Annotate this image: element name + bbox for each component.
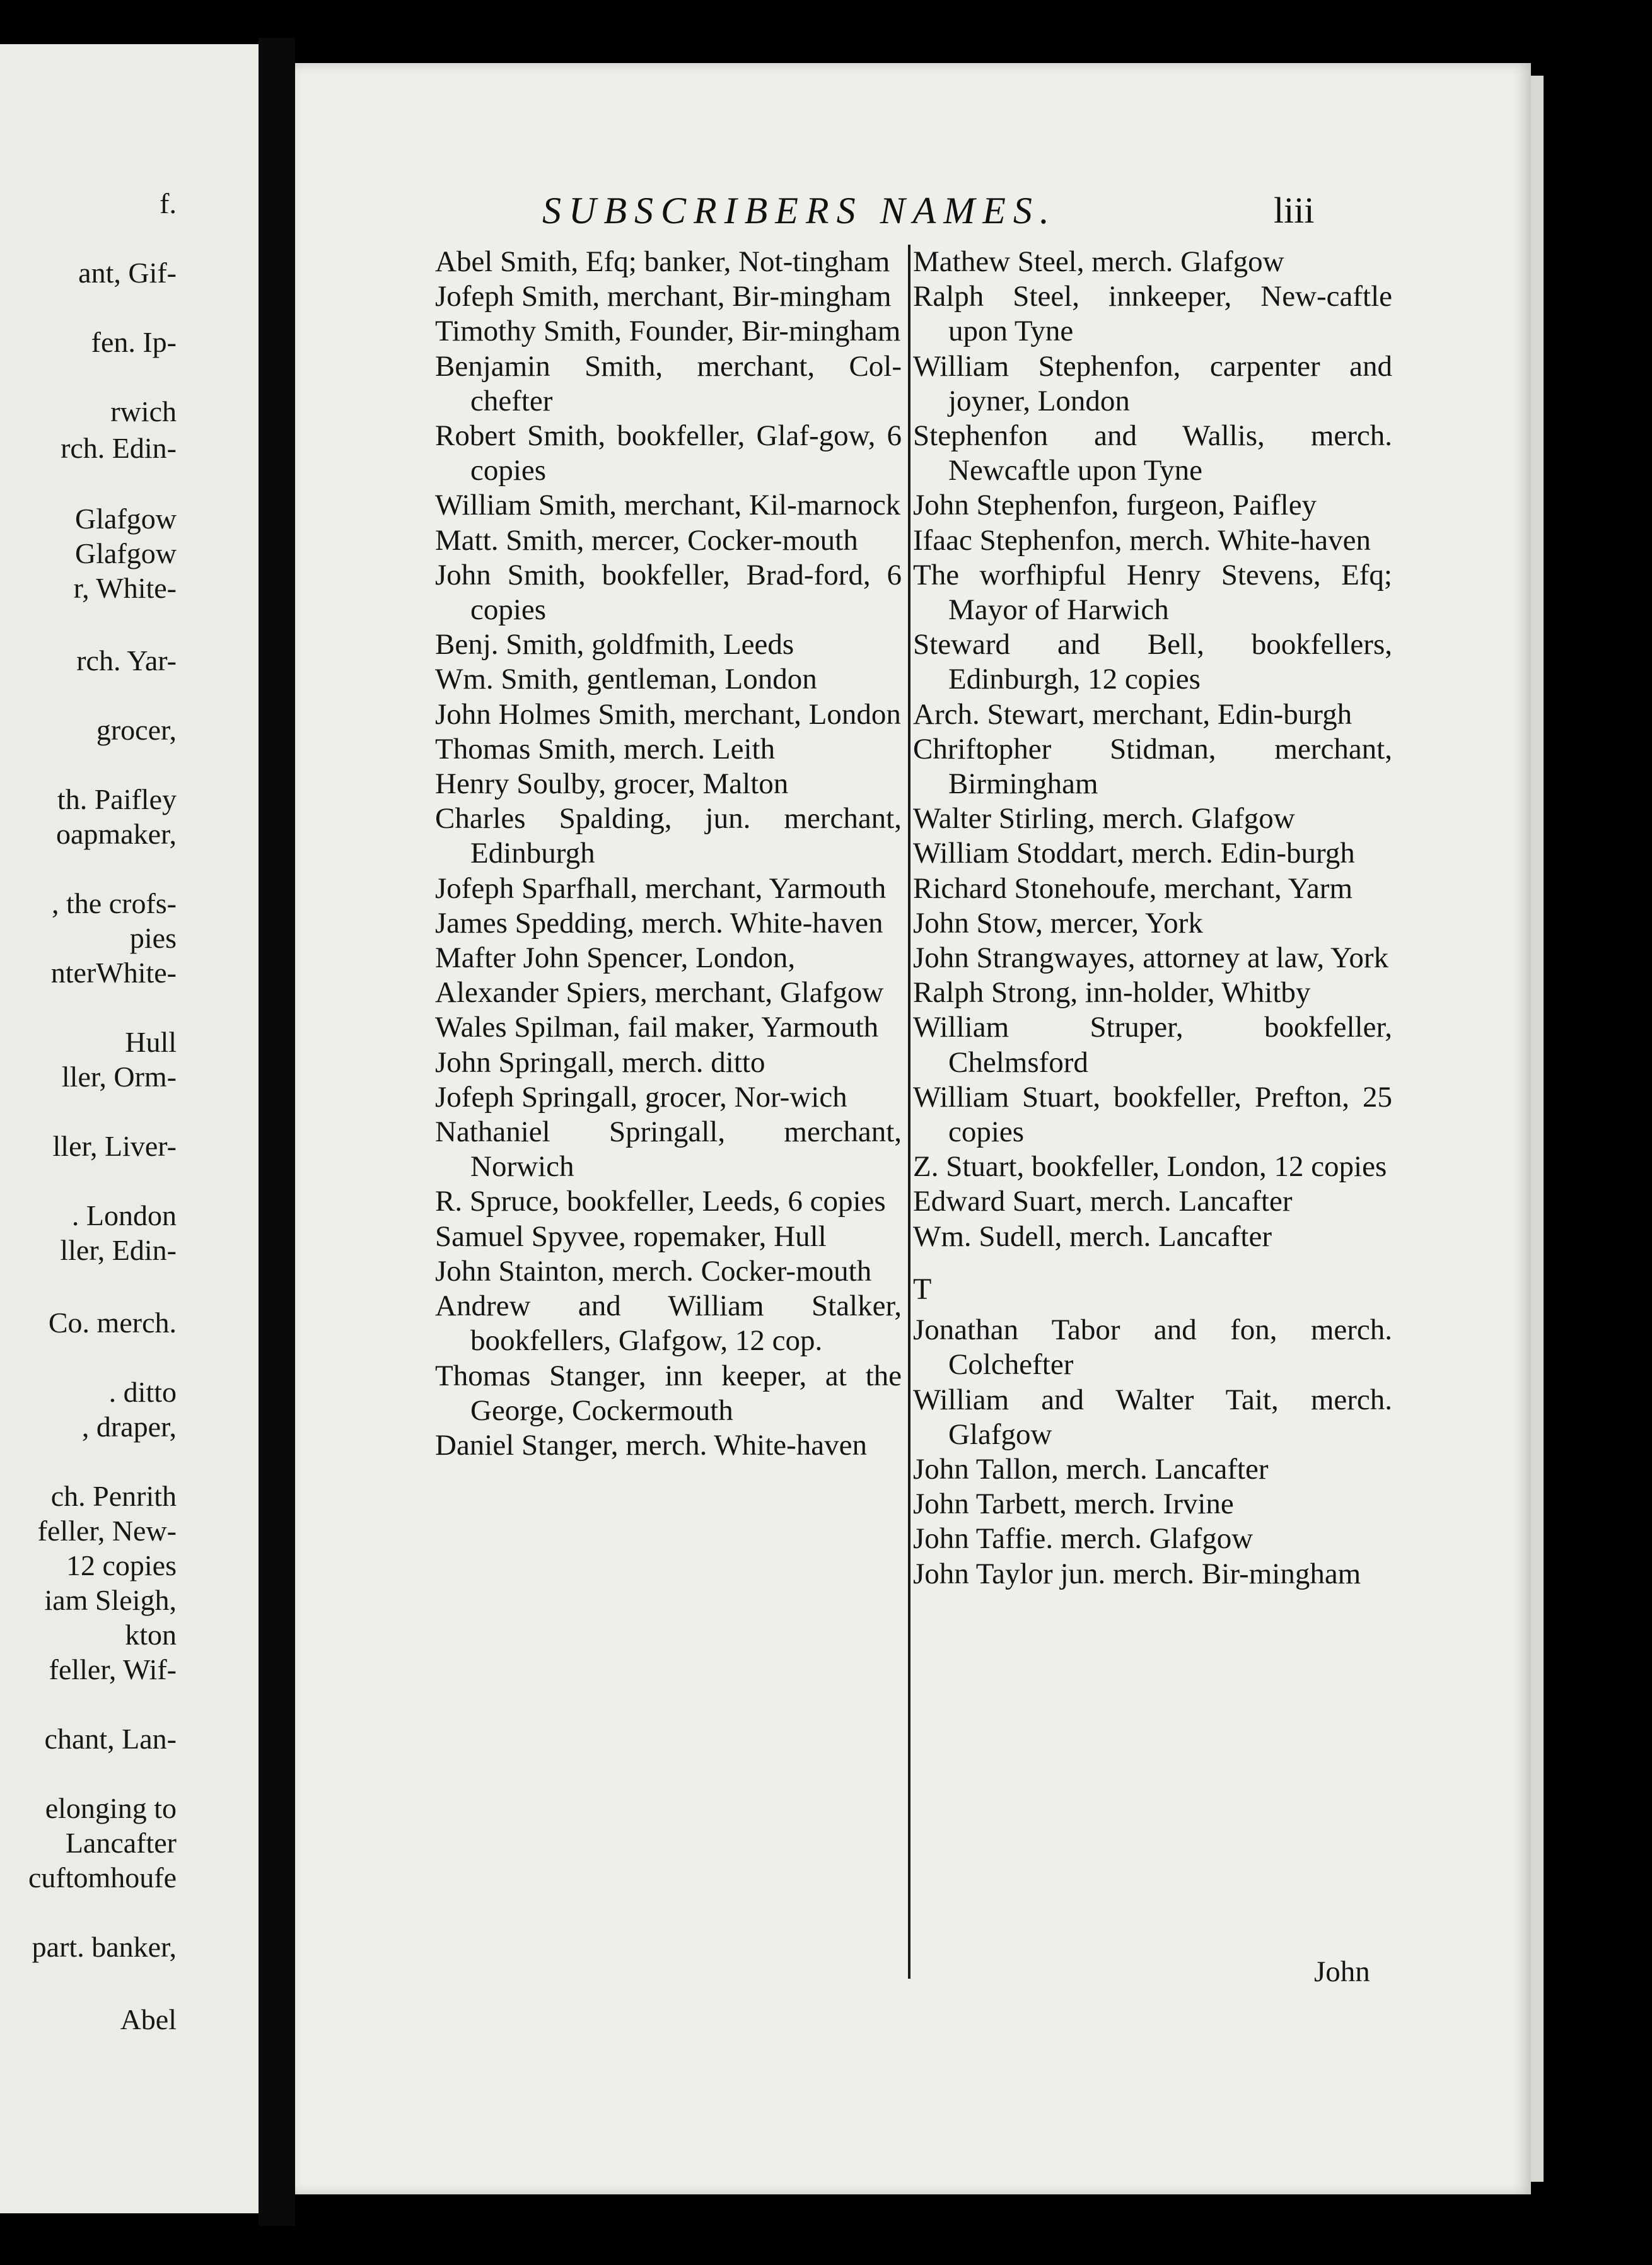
left-page-fragment: Glafgow <box>75 537 177 569</box>
left-page-fragment: , the crofs- <box>52 887 177 919</box>
left-page-fragment: , draper, <box>81 1411 177 1443</box>
left-page-fragment: feller, New- <box>37 1515 177 1547</box>
entries-t <box>913 1313 1392 1592</box>
subscriber-entry: Mathew Steel, merch. Glafgow <box>913 245 1284 278</box>
subscriber-entry: Wales Spilman, fail maker, Yarmouth <box>435 1011 879 1044</box>
left-page-fragment: . ditto <box>108 1376 177 1408</box>
left-page-fragment: Lancafter <box>65 1827 177 1859</box>
left-page-fragment: grocer, <box>96 714 177 746</box>
left-page-fragment: f. <box>160 187 177 219</box>
subscriber-entry: Wm. Smith, gentleman, London <box>435 663 817 696</box>
left-page-fragment: Hull <box>125 1026 177 1058</box>
subscriber-entry: James Spedding, merch. White-haven <box>435 906 883 940</box>
left-page-fragment: ant, Gif- <box>78 257 177 289</box>
catchword: John <box>1314 1955 1370 1988</box>
subscriber-entry: Thomas Smith, merch. Leith <box>435 732 776 766</box>
subscriber-entry: John Stephenfon, furgeon, Paifley <box>913 489 1317 522</box>
subscriber-entry: Henry Soulby, grocer, Malton <box>435 767 789 801</box>
left-page-fragment: cuftomhoufe <box>28 1861 177 1894</box>
left-page-fragment: rwich <box>110 395 177 428</box>
subscriber-entry: William and Walter Tait, merch. Glafgow <box>913 1383 1392 1451</box>
section-letter: T <box>913 1272 932 1306</box>
subscriber-entry: Stephenfon and Wallis, merch. Newcaftle upon Tyne <box>913 419 1392 487</box>
subscriber-entry: The worfhipful Henry Stevens, Efq; Mayor of Harwich <box>913 558 1392 627</box>
subscriber-entry: Timothy Smith, Founder, Bir-mingham <box>435 315 901 348</box>
subscriber-entry: John Taylor jun. merch. Bir-mingham <box>913 1557 1361 1590</box>
left-page-fragment: chant, Lan- <box>44 1723 177 1755</box>
subscriber-entry: Benjamin Smith, merchant, Col-chefter <box>435 349 902 417</box>
subscriber-entry: Thomas Stanger, inn keeper, at the George, Cockermouth <box>435 1359 902 1427</box>
subscriber-entry: Walter Stirling, merch. Glafgow <box>913 802 1295 836</box>
entries-s <box>913 245 1392 1254</box>
subscriber-entry: Matt. Smith, mercer, Cocker-mouth <box>435 523 858 557</box>
subscriber-entry: William Stephenfon, carpenter and joyner, London <box>913 349 1392 417</box>
left-page-fragment: 12 copies <box>66 1549 177 1581</box>
left-page-fragment: feller, Wif- <box>49 1653 177 1686</box>
subscriber-entry: John Holmes Smith, merchant, London <box>435 697 901 731</box>
subscriber-entry: Jofeph Sparfhall, merchant, Yarmouth <box>435 871 887 905</box>
subscriber-entry: Edward Suart, merch. Lancafter <box>913 1185 1293 1218</box>
subscriber-entry: Jofeph Springall, grocer, Nor-wich <box>435 1080 847 1114</box>
subscriber-entry: William Stuart, bookfeller, Prefton, 25 copies <box>913 1080 1392 1149</box>
subscriber-entry: John Tarbett, merch. Irvine <box>913 1488 1234 1521</box>
running-head: SUBSCRIBERS NAMES. <box>542 190 1057 231</box>
page-number: liii <box>1274 190 1315 231</box>
left-page-fragment: ch. Penrith <box>50 1480 177 1512</box>
subscriber-entry: John Stow, mercer, York <box>913 906 1203 940</box>
subscriber-entry: William Stoddart, merch. Edin-burgh <box>913 837 1355 870</box>
left-page-fragment: nterWhite- <box>50 957 177 989</box>
left-page-fragment: pies <box>129 922 177 954</box>
left-page-fragment: . London <box>71 1199 177 1231</box>
subscriber-entry: Alexander Spiers, merchant, Glafgow <box>435 976 884 1010</box>
subscriber-entry: William Struper, bookfeller, Chelmsford <box>913 1011 1392 1079</box>
subscriber-entry: William Smith, merchant, Kil-marnock <box>435 489 901 522</box>
left-page-fragment: elonging to <box>45 1792 177 1824</box>
subscriber-entry: Wm. Sudell, merch. Lancafter <box>913 1220 1272 1253</box>
subscriber-entry: Steward and Bell, bookfellers, Edinburgh, 12 copies <box>913 628 1392 696</box>
subscriber-entry: Ralph Steel, innkeeper, New-caftle upon Tyne <box>913 280 1392 348</box>
subscriber-entry: Richard Stonehoufe, merchant, Yarm <box>913 871 1353 905</box>
subscriber-entry: John Springall, merch. ditto <box>435 1045 765 1079</box>
subscriber-entry: Daniel Stanger, merch. White-haven <box>435 1428 868 1462</box>
left-page-fragment: r, White- <box>73 572 177 604</box>
subscriber-entry: Ifaac Stephenfon, merch. White-haven <box>913 523 1371 557</box>
subscriber-entry: John Stainton, merch. Cocker-mouth <box>435 1254 872 1288</box>
left-page-fragment: Co. merch. <box>48 1307 177 1339</box>
previous-page-fragment <box>0 44 259 2213</box>
page-edge <box>1531 76 1544 2182</box>
book-gutter <box>259 38 295 2226</box>
left-page-fragment: Abel <box>120 2003 177 2035</box>
left-page-fragment: part. banker, <box>32 1931 177 1963</box>
subscriber-entry: Jofeph Smith, merchant, Bir-mingham <box>435 280 892 313</box>
left-page-fragment: fen. Ip- <box>91 326 177 358</box>
left-page-fragment: iam Sleigh, <box>44 1584 177 1616</box>
subscriber-entry: Charles Spalding, jun. merchant, Edinburgh <box>435 802 902 870</box>
subscriber-entry: John Strangwayes, attorney at law, York <box>913 941 1389 975</box>
left-page-fragment: rch. Yar- <box>76 644 177 677</box>
subscriber-entry: Arch. Stewart, merchant, Edin-burgh <box>913 697 1352 731</box>
subscriber-entry: Andrew and William Stalker, bookfellers, Glafgow, 12 cop. <box>435 1290 902 1358</box>
subscriber-entry: John Tallon, merch. Lancafter <box>913 1452 1269 1486</box>
left-page-fragment: oapmaker, <box>55 818 177 850</box>
subscriber-entry: Benj. Smith, goldfmith, Leeds <box>435 628 794 661</box>
left-page-fragment: Glafgow <box>75 503 177 535</box>
subscriber-entry: Nathaniel Springall, merchant, Norwich <box>435 1115 902 1184</box>
left-page-fragment: ller, Orm- <box>61 1061 177 1093</box>
subscriber-entry: R. Spruce, bookfeller, Leeds, 6 copies <box>435 1185 886 1218</box>
left-page-fragment: ller, Edin- <box>60 1234 177 1266</box>
right-column <box>913 245 1392 1592</box>
left-page-fragment: th. Paifley <box>57 783 177 815</box>
subscriber-entry: Jonathan Tabor and fon, merch. Colchefter <box>913 1313 1392 1382</box>
subscriber-entry: Abel Smith, Efq; banker, Not-tingham <box>435 245 890 278</box>
left-page-fragment: ller, Liver- <box>52 1130 177 1162</box>
subscriber-entry: Robert Smith, bookfeller, Glaf-gow, 6 copies <box>435 419 902 487</box>
subscriber-entry: Chriftopher Stidman, merchant, Birmingham <box>913 732 1392 801</box>
column-rule <box>908 245 910 1979</box>
subscriber-entry: Samuel Spyvee, ropemaker, Hull <box>435 1220 827 1253</box>
subscriber-entry: Ralph Strong, inn-holder, Whitby <box>913 976 1311 1010</box>
left-column <box>435 245 902 1463</box>
left-page-fragment: kton <box>125 1619 177 1651</box>
subscriber-entry: Z. Stuart, bookfeller, London, 12 copies <box>913 1150 1387 1184</box>
subscriber-entry: Mafter John Spencer, London, <box>435 941 796 975</box>
subscriber-entry: John Taffie. merch. Glafgow <box>913 1522 1254 1556</box>
left-page-fragment: rch. Edin- <box>61 432 177 464</box>
subscriber-entry: John Smith, bookfeller, Brad-ford, 6 copies <box>435 558 902 627</box>
